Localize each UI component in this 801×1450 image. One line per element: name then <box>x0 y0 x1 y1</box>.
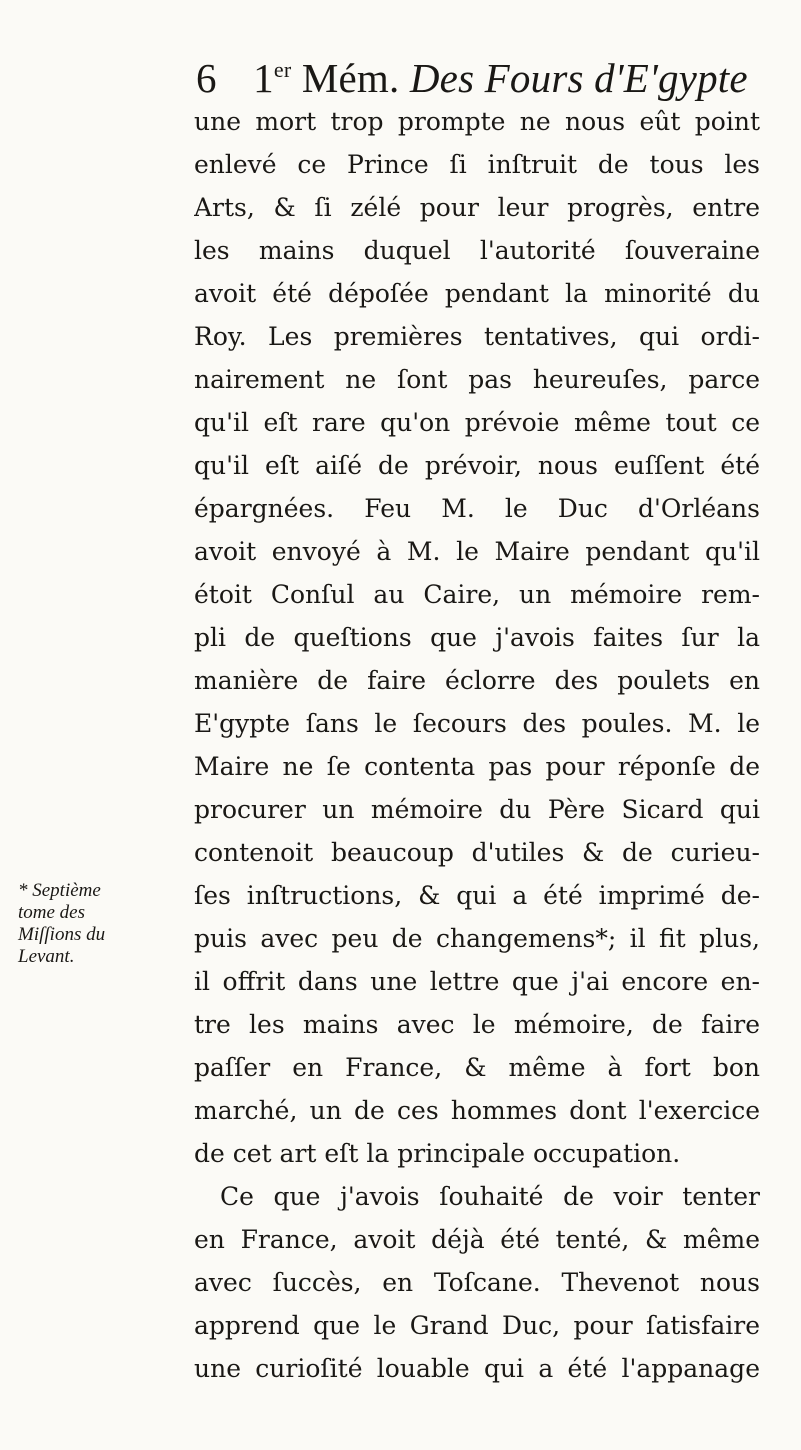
running-header <box>196 40 748 108</box>
margin-note-line: * Septième <box>18 880 101 901</box>
text-line: Maire ne ſe contenta pas pour réponſe de <box>194 752 760 781</box>
margin-note-line: Miſſions du <box>18 924 106 945</box>
text-line: ſes inſtructions, & qui a été imprimé de- <box>194 881 760 910</box>
text-line: puis avec peu de changemens*; il fit plus, <box>194 924 760 953</box>
memoir-abbrev: Mém. <box>301 55 400 101</box>
text-line: paſſer en France, & même à fort bon <box>194 1053 760 1082</box>
text-line: avec ſuccès, en Toſcane. Thevenot nous <box>194 1268 760 1297</box>
running-title: Des Fours d'E'gypte <box>409 55 748 101</box>
memoir-ordinal: 1er <box>253 55 292 101</box>
text-line: qu'il eſt aiſé de prévoir, nous euſſent été <box>194 451 760 480</box>
text-line: nairement ne ſont pas heureuſes, parce <box>194 365 760 394</box>
margin-note-line: tome des <box>18 902 86 923</box>
text-line: de cet art eſt la principale occupation. <box>194 1139 681 1168</box>
text-line: étoit Conſul au Caire, un mémoire rem- <box>194 580 760 609</box>
text-line: avoit envoyé à M. le Maire pendant qu'il <box>194 537 760 566</box>
text-line: il offrit dans une lettre que j'ai encore en- <box>194 967 760 996</box>
text-line: E'gypte ſans le ſecours des poules. M. le <box>194 709 760 738</box>
text-line: une curioſité louable qui a été l'appanage <box>194 1354 760 1383</box>
text-line: manière de faire éclorre des poulets en <box>194 666 760 695</box>
text-line: avoit été dépoſée pendant la minorité du <box>194 279 760 308</box>
text-line: épargnées. Feu M. le Duc d'Orléans <box>194 494 760 523</box>
text-line: tre les mains avec le mémoire, de faire <box>194 1010 760 1039</box>
text-line: en France, avoit déjà été tenté, & même <box>194 1225 760 1254</box>
page-number: 6 <box>196 55 217 101</box>
body-text <box>194 100 760 1390</box>
text-line: enlevé ce Prince ſi inſtruit de tous les <box>194 150 760 179</box>
margin-note-line: Levant. <box>18 946 75 967</box>
text-line: Ce que j'avois ſouhaité de voir tenter <box>220 1182 760 1211</box>
text-line: pli de queſtions que j'avois faites ſur la <box>194 623 760 652</box>
text-line: une mort trop prompte ne nous eût point <box>194 107 760 136</box>
text-line: procurer un mémoire du Père Sicard qui <box>194 795 760 824</box>
text-line: apprend que le Grand Duc, pour ſatisfaire <box>194 1311 760 1340</box>
text-line: contenoit beaucoup d'utiles & de curieu- <box>194 838 760 867</box>
text-line: marché, un de ces hommes dont l'exercice <box>194 1096 760 1125</box>
margin-note <box>18 880 188 968</box>
text-line: Roy. Les premières tentatives, qui ordi- <box>194 322 760 351</box>
text-line: qu'il eſt rare qu'on prévoie même tout ce <box>194 408 760 437</box>
text-line: les mains duquel l'autorité ſouveraine <box>194 236 760 265</box>
text-line: Arts, & ſi zélé pour leur progrès, entre <box>194 193 760 222</box>
